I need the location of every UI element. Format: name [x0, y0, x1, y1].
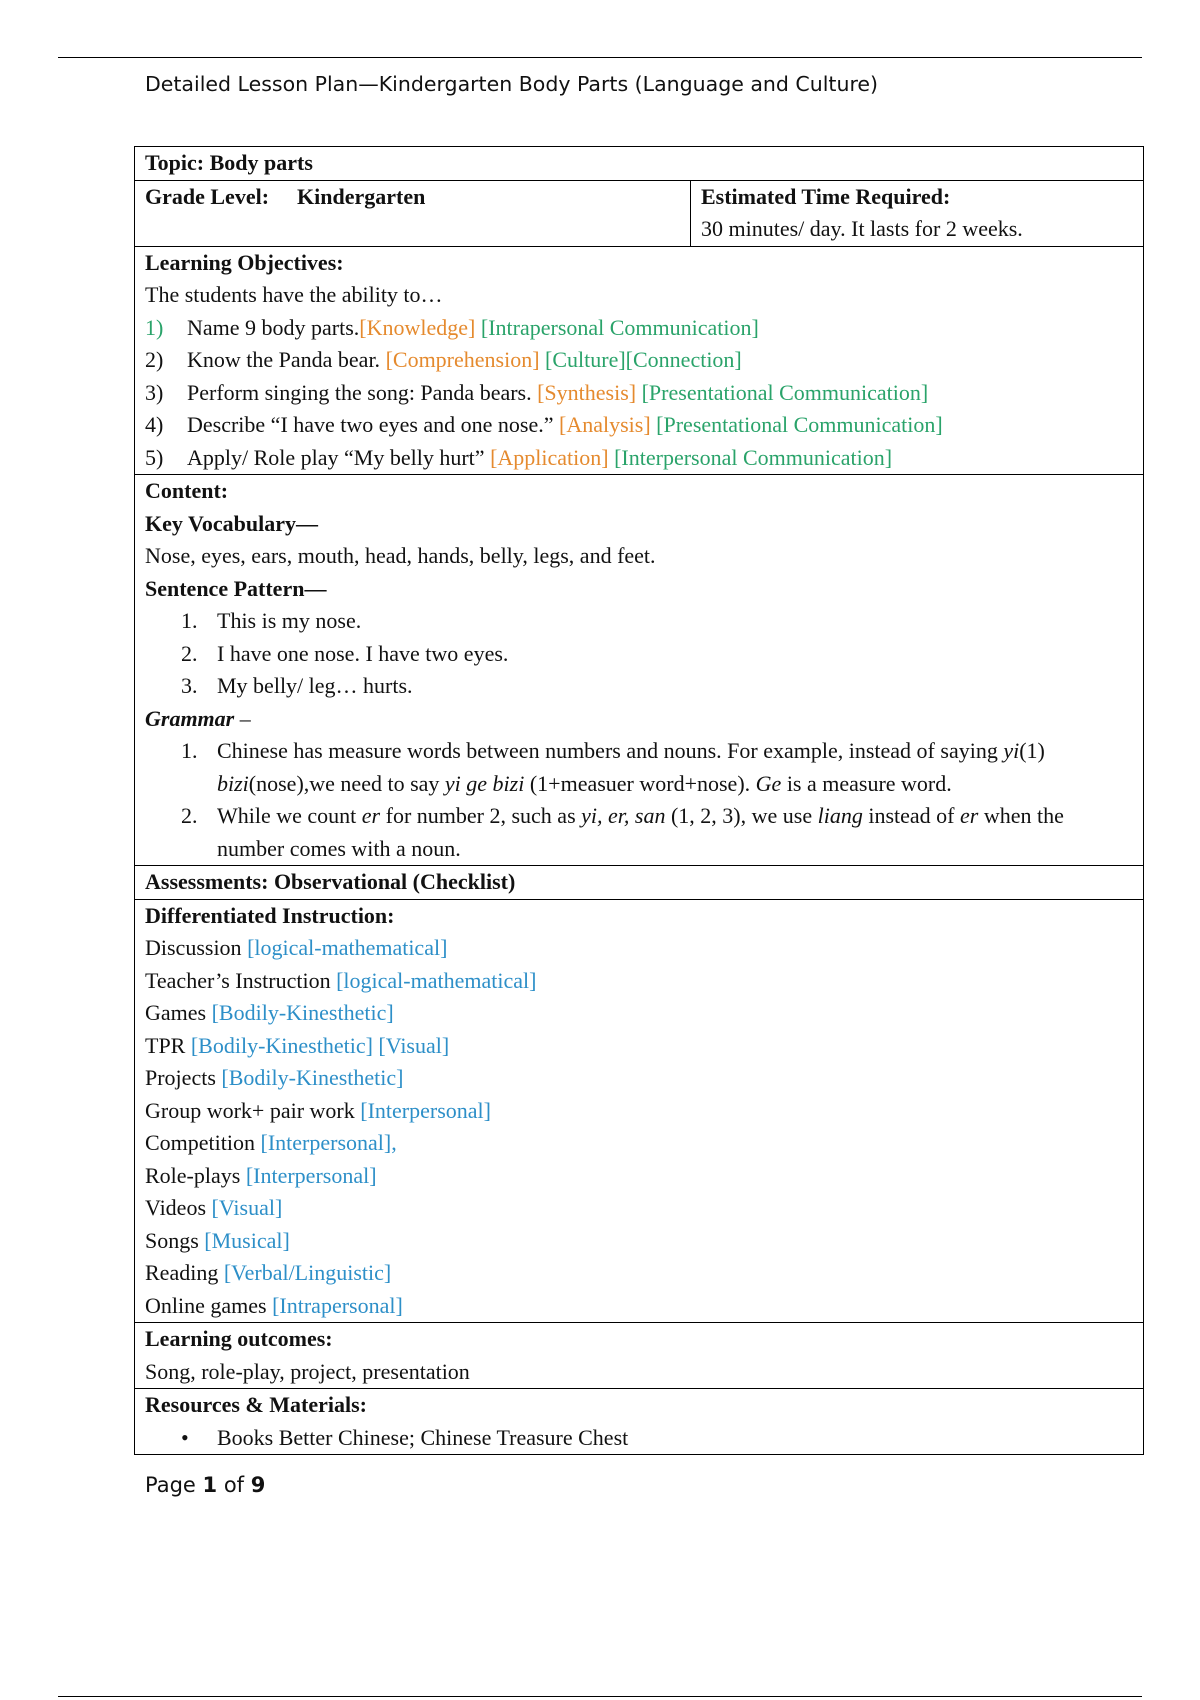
top-rule — [58, 57, 1142, 58]
bottom-rule — [58, 1696, 1142, 1697]
list-item: TPR [Bodily-Kinesthetic] [Visual] — [145, 1032, 450, 1058]
page-number: Page 1 of 9 — [145, 1473, 266, 1497]
grammar-heading: Grammar – — [145, 705, 251, 731]
estimated-time-value: 30 minutes/ day. It lasts for 2 weeks. — [701, 216, 1023, 241]
objective-item: 2) Know the Panda bear. [Comprehension] [Culture][Connection] — [145, 347, 742, 372]
lesson-plan-table — [134, 146, 1144, 1455]
list-item: • Books Better Chinese; Chinese Treasure Chest — [145, 1422, 1133, 1455]
objective-item: 1) Name 9 body parts.[Knowledge] [Intrapersonal Communication] — [145, 314, 759, 340]
sentence-pattern-list — [145, 605, 1133, 703]
list-item: Videos [Visual] — [145, 1195, 283, 1220]
grade-level-cell — [135, 180, 691, 246]
grammar-list — [145, 735, 1133, 865]
sentence-pattern-heading: Sentence Pattern— — [145, 575, 327, 601]
grade-level-label: Grade Level: — [145, 183, 270, 209]
list-item: 2. While we count er for number 2, such as yi, er, san (1, 2, 3), we use liang instead of er when the number comes with a noun. — [181, 803, 1064, 861]
objectives-heading: Learning Objectives: — [145, 249, 344, 275]
key-vocabulary-text: Nose, eyes, ears, mouth, head, hands, belly, legs, and feet. — [145, 543, 656, 568]
list-item: Role-plays [Interpersonal] — [145, 1162, 377, 1188]
objectives-intro: The students have the ability to… — [145, 282, 443, 307]
differentiated-instruction-cell — [135, 899, 1144, 1323]
learning-outcomes-cell — [135, 1323, 1144, 1389]
bullet-icon: • — [181, 1424, 189, 1450]
list-item: 3. My belly/ leg… hurts. — [181, 673, 413, 698]
list-item: 1. This is my nose. — [181, 608, 362, 633]
list-item: Projects [Bodily-Kinesthetic] — [145, 1065, 404, 1090]
resources-heading: Resources & Materials: — [145, 1392, 367, 1417]
outcomes-text: Song, role-play, project, presentation — [145, 1358, 470, 1384]
list-item: Discussion [logical-mathematical] — [145, 935, 448, 960]
list-item: Reading [Verbal/Linguistic] — [145, 1260, 392, 1285]
objective-item: 3) Perform singing the song: Panda bears. [Synthesis] [Presentational Communication] — [145, 379, 929, 405]
list-item: 1. Chinese has measure words between numbers and nouns. For example, instead of saying yi(1) bizi(nose),we need to say yi ge bizi (1+measuer word+nose). Ge is a measure word. — [181, 738, 1045, 796]
key-vocabulary-heading: Key Vocabulary— — [145, 510, 318, 536]
page-header: Detailed Lesson Plan—Kindergarten Body Parts (Language and Culture) — [145, 72, 879, 96]
outcomes-heading: Learning outcomes: — [145, 1326, 333, 1351]
learning-objectives-cell — [135, 246, 1144, 475]
list-item: Group work+ pair work [Interpersonal] — [145, 1097, 491, 1123]
assessments-cell: Assessments: Observational (Checklist) — [135, 866, 1144, 900]
resources-list — [145, 1422, 1133, 1455]
content-heading: Content: — [145, 478, 229, 503]
objective-item: 4) Describe “I have two eyes and one nose.” [Analysis] [Presentational Communication] — [145, 412, 943, 437]
estimated-time-cell — [691, 180, 1144, 246]
list-item: Competition [Interpersonal], — [145, 1130, 397, 1155]
list-item: Teacher’s Instruction [logical-mathematical] — [145, 967, 537, 993]
grade-level-value: Kindergarten — [297, 183, 426, 209]
list-item: 2. I have one nose. I have two eyes. — [181, 640, 509, 666]
list-item: Online games [Intrapersonal] — [145, 1292, 403, 1318]
estimated-time-label: Estimated Time Required: — [701, 183, 951, 209]
list-item: Games [Bodily-Kinesthetic] — [145, 1000, 394, 1025]
list-item: Songs [Musical] — [145, 1227, 290, 1253]
topic-cell: Topic: Body parts — [135, 147, 1144, 181]
objective-item: 5) Apply/ Role play “My belly hurt” [Application] [Interpersonal Communication] — [145, 444, 893, 470]
content-cell — [135, 475, 1144, 866]
differentiated-heading: Differentiated Instruction: — [145, 902, 395, 928]
resources-cell — [135, 1389, 1144, 1455]
